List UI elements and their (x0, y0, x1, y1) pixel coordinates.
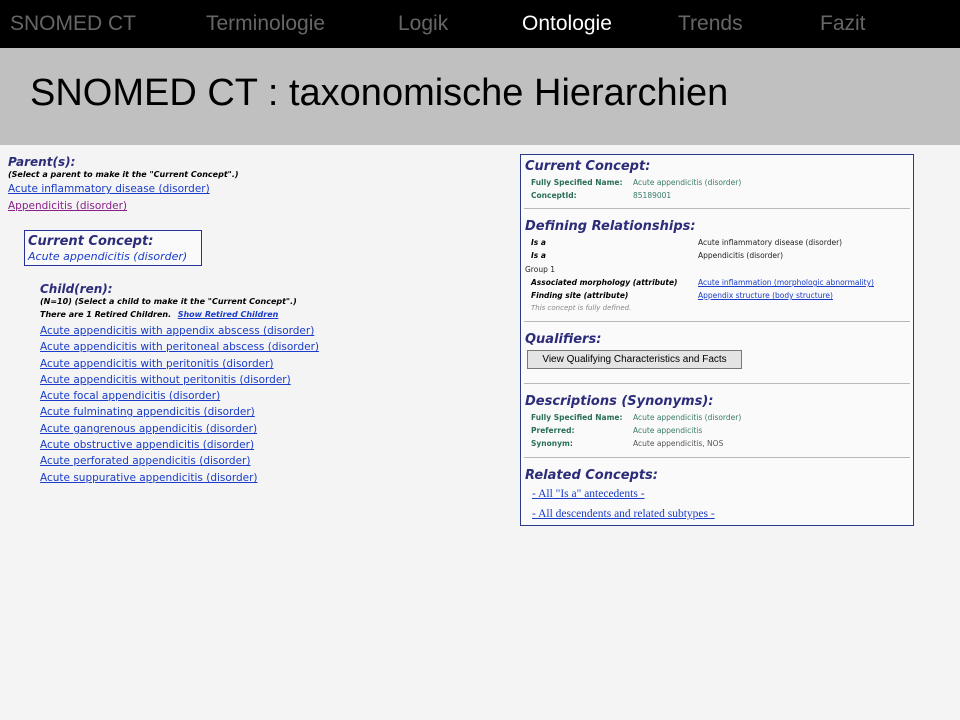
child-link-8[interactable]: Acute obstructive appendicitis (disorder) (40, 439, 255, 451)
all-descendents-link[interactable]: - All descendents and related subtypes - (532, 508, 715, 520)
current-concept-label: Current Concept: (28, 234, 154, 249)
defining-relationships-heading: Defining Relationships: (525, 219, 696, 234)
is-a-label-2: Is a (531, 251, 546, 260)
current-concept-box (24, 230, 202, 266)
is-a-label-1: Is a (531, 238, 546, 247)
fsn-value: Acute appendicitis (disorder) (633, 178, 742, 187)
nav-item-logik[interactable]: Logik (398, 12, 449, 35)
finding-site-link[interactable]: Appendix structure (body structure) (698, 291, 833, 300)
parent-link-1[interactable]: Acute inflammatory disease (disorder) (8, 183, 210, 195)
fully-defined-note: This concept is fully defined. (531, 304, 632, 312)
all-is-a-antecedents-link[interactable]: - All "Is a" antecedents - (532, 488, 645, 500)
desc-fsn-value: Acute appendicitis (disorder) (633, 413, 742, 422)
nav-item-fazit[interactable]: Fazit (820, 12, 866, 35)
concept-details-panel (520, 154, 914, 526)
nav-item-ontologie[interactable]: Ontologie (522, 12, 612, 35)
parent-link-2[interactable]: Appendicitis (disorder) (8, 200, 127, 212)
retired-children-text: There are 1 Retired Children. (40, 310, 172, 319)
qualifiers-heading: Qualifiers: (525, 332, 602, 347)
associated-morphology-label: Associated morphology (attribute) (531, 278, 678, 287)
child-link-3[interactable]: Acute appendicitis with peritonitis (disorder) (40, 358, 274, 370)
child-link-6[interactable]: Acute fulminating appendicitis (disorder) (40, 406, 255, 418)
nav-item-trends[interactable]: Trends (678, 12, 743, 35)
child-link-9[interactable]: Acute perforated appendicitis (disorder) (40, 455, 251, 467)
concept-id-value: 85189001 (633, 191, 672, 200)
associated-morphology-link[interactable]: Acute inflammation (morphologic abnormality) (698, 278, 874, 287)
is-a-value-2: Appendicitis (disorder) (698, 251, 783, 260)
view-qualifying-characteristics-button[interactable]: View Qualifying Characteristics and Facts (527, 350, 742, 369)
nav-item-snomed-ct[interactable]: SNOMED CT (10, 12, 136, 35)
slide-title-band (0, 48, 960, 145)
relationship-group-label: Group 1 (525, 265, 555, 274)
section-divider (524, 208, 910, 209)
child-link-10[interactable]: Acute suppurative appendicitis (disorder) (40, 472, 258, 484)
current-concept-heading: Current Concept: (525, 159, 651, 174)
children-heading: Child(ren): (40, 282, 113, 296)
parents-heading: Parent(s): (8, 155, 76, 169)
retired-children-row (40, 310, 278, 319)
section-divider (524, 383, 910, 384)
child-link-1[interactable]: Acute appendicitis with appendix abscess (disorder) (40, 325, 315, 337)
preferred-label: Preferred: (531, 426, 575, 435)
synonym-label: Synonym: (531, 439, 573, 448)
section-divider (524, 321, 910, 322)
nav-item-terminologie[interactable]: Terminologie (206, 12, 326, 35)
desc-fsn-label: Fully Specified Name: (531, 413, 623, 422)
child-link-5[interactable]: Acute focal appendicitis (disorder) (40, 390, 221, 402)
synonym-value: Acute appendicitis, NOS (633, 439, 724, 448)
child-link-7[interactable]: Acute gangrenous appendicitis (disorder) (40, 423, 258, 435)
show-retired-children-link[interactable]: Show Retired Children (177, 310, 279, 319)
finding-site-label: Finding site (attribute) (531, 291, 629, 300)
current-concept-value: Acute appendicitis (disorder) (28, 250, 188, 263)
section-divider (524, 457, 910, 458)
fsn-label: Fully Specified Name: (531, 178, 623, 187)
is-a-value-1: Acute inflammatory disease (disorder) (698, 238, 843, 247)
related-concepts-heading: Related Concepts: (525, 468, 658, 483)
top-navigation-bar (0, 0, 960, 48)
slide-title: SNOMED CT : taxonomische Hierarchien (30, 72, 729, 114)
descriptions-heading: Descriptions (Synonyms): (525, 394, 714, 409)
preferred-value: Acute appendicitis (633, 426, 703, 435)
concept-id-label: ConceptId: (531, 191, 577, 200)
child-link-2[interactable]: Acute appendicitis with peritoneal abscess (disorder) (40, 341, 319, 353)
child-link-4[interactable]: Acute appendicitis without peritonitis (disorder) (40, 374, 291, 386)
parents-note: (Select a parent to make it the "Current Concept".) (8, 170, 239, 179)
children-note: (N=10) (Select a child to make it the "Current Concept".) (40, 297, 297, 306)
